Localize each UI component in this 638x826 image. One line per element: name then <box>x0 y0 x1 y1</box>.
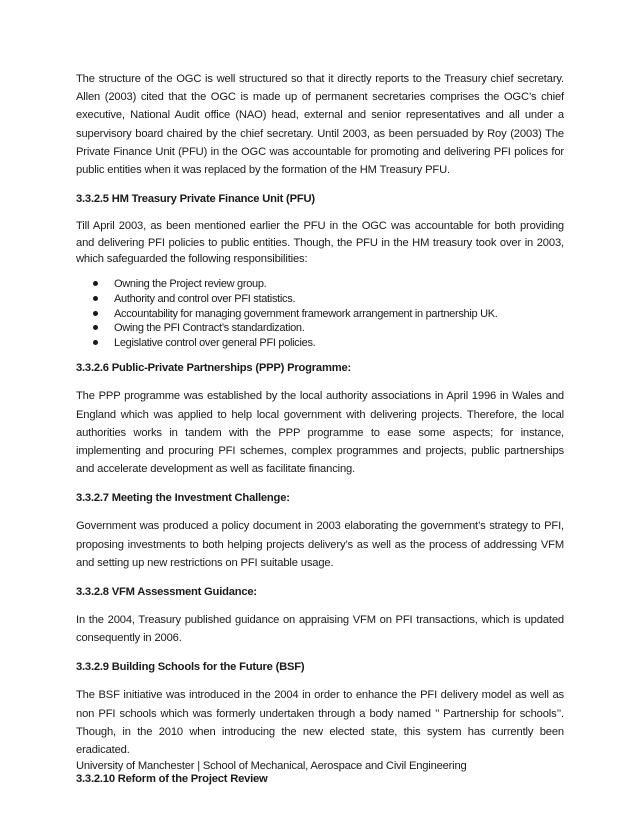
heading-bsf: 3.3.2.9 Building Schools for the Future (BSF) <box>76 661 305 674</box>
heading-ppp-programme: 3.3.2.6 Public-Private Partnerships (PPP) Programme: <box>76 362 351 375</box>
bullet-icon <box>93 325 98 330</box>
paragraph-pfu-responsibilities: Till April 2003, as been mentioned earlier the PFU in the OGC was accountable for both providing and delivering PFI policies to public entities. Though, the PFU in the HM treasury took over in 2003, which safeguarded the following responsibilities: <box>76 220 564 266</box>
heading-project-review-reform: 3.3.2.10 Reform of the Project Review <box>76 773 268 786</box>
heading-hm-treasury-pfu: 3.3.2.5 HM Treasury Private Finance Unit (PFU) <box>76 193 315 206</box>
list-item <box>93 321 564 336</box>
list-item-text: Legislative control over general PFI policies. <box>114 336 316 349</box>
list-item-text: Owing the PFI Contract’s standardization. <box>114 322 305 335</box>
list-item <box>93 292 564 307</box>
list-item-text: Accountability for managing government framework arrangement in partnership UK. <box>114 307 498 320</box>
bullet-icon <box>93 296 98 301</box>
page-footer: University of Manchester | School of Mechanical, Aerospace and Civil Engineering <box>76 760 467 772</box>
list-item <box>93 277 564 292</box>
responsibilities-list <box>76 277 564 350</box>
list-item <box>93 336 564 351</box>
document-body <box>76 70 564 798</box>
list-item-text: Authority and control over PFI statistics. <box>114 293 296 306</box>
bullet-icon <box>93 281 98 286</box>
paragraph-investment-challenge: Government was produced a policy document in 2003 elaborating the government’s strategy to PFI, proposing investments to both helping projects delivery’s as well as the process of addressing VFM and setting up new restrictions on PFI suitable usage. <box>76 520 564 569</box>
heading-vfm-guidance: 3.3.2.8 VFM Assessment Guidance: <box>76 586 257 599</box>
paragraph-vfm-guidance: In the 2004, Treasury published guidance on appraising VFM on PFI transactions, which is updated consequently in 2006. <box>76 614 564 645</box>
heading-investment-challenge: 3.3.2.7 Meeting the Investment Challenge: <box>76 492 290 505</box>
paragraph-bsf: The BSF initiative was introduced in the 2004 in order to enhance the PFI delivery model as well as non PFI schools which was formerly undertaken through a body named ’’ Partnership for schools’’. Though, in the 2010 when introducing the new elected state, this system has currently been eradicated. <box>76 689 564 757</box>
bullet-icon <box>93 311 98 316</box>
paragraph-ogc-structure: The structure of the OGC is well structured so that it directly reports to the Treasury chief secretary. Allen (2003) cited that the OGC is made up of permanent secretaries comprises the OGC’s chief executive, National Audit office (NAO) head, external and senior representatives and all under a supervisory board chaired by the chief secretary. Until 2003, as been persuaded by Roy (2003) The Private Finance Unit (PFU) in the OGC was accountable for promoting and delivering PFI polices for public entities when it was replaced by the formation of the HM Treasury PFU. <box>76 73 564 177</box>
list-item <box>93 307 564 322</box>
paragraph-ppp-programme: The PPP programme was established by the local authority associations in April 1996 in Wales and England which was applied to help local government with delivering projects. Therefore, the local authorities works in tandem with the PPP programme to ease some aspects; for instance, implementing and procuring PFI schemes, complex programmes and projects, public partnerships and accelerate development as well as facilitate financing. <box>76 390 564 476</box>
bullet-icon <box>93 340 98 345</box>
list-item-text: Owning the Project review group. <box>114 278 267 291</box>
